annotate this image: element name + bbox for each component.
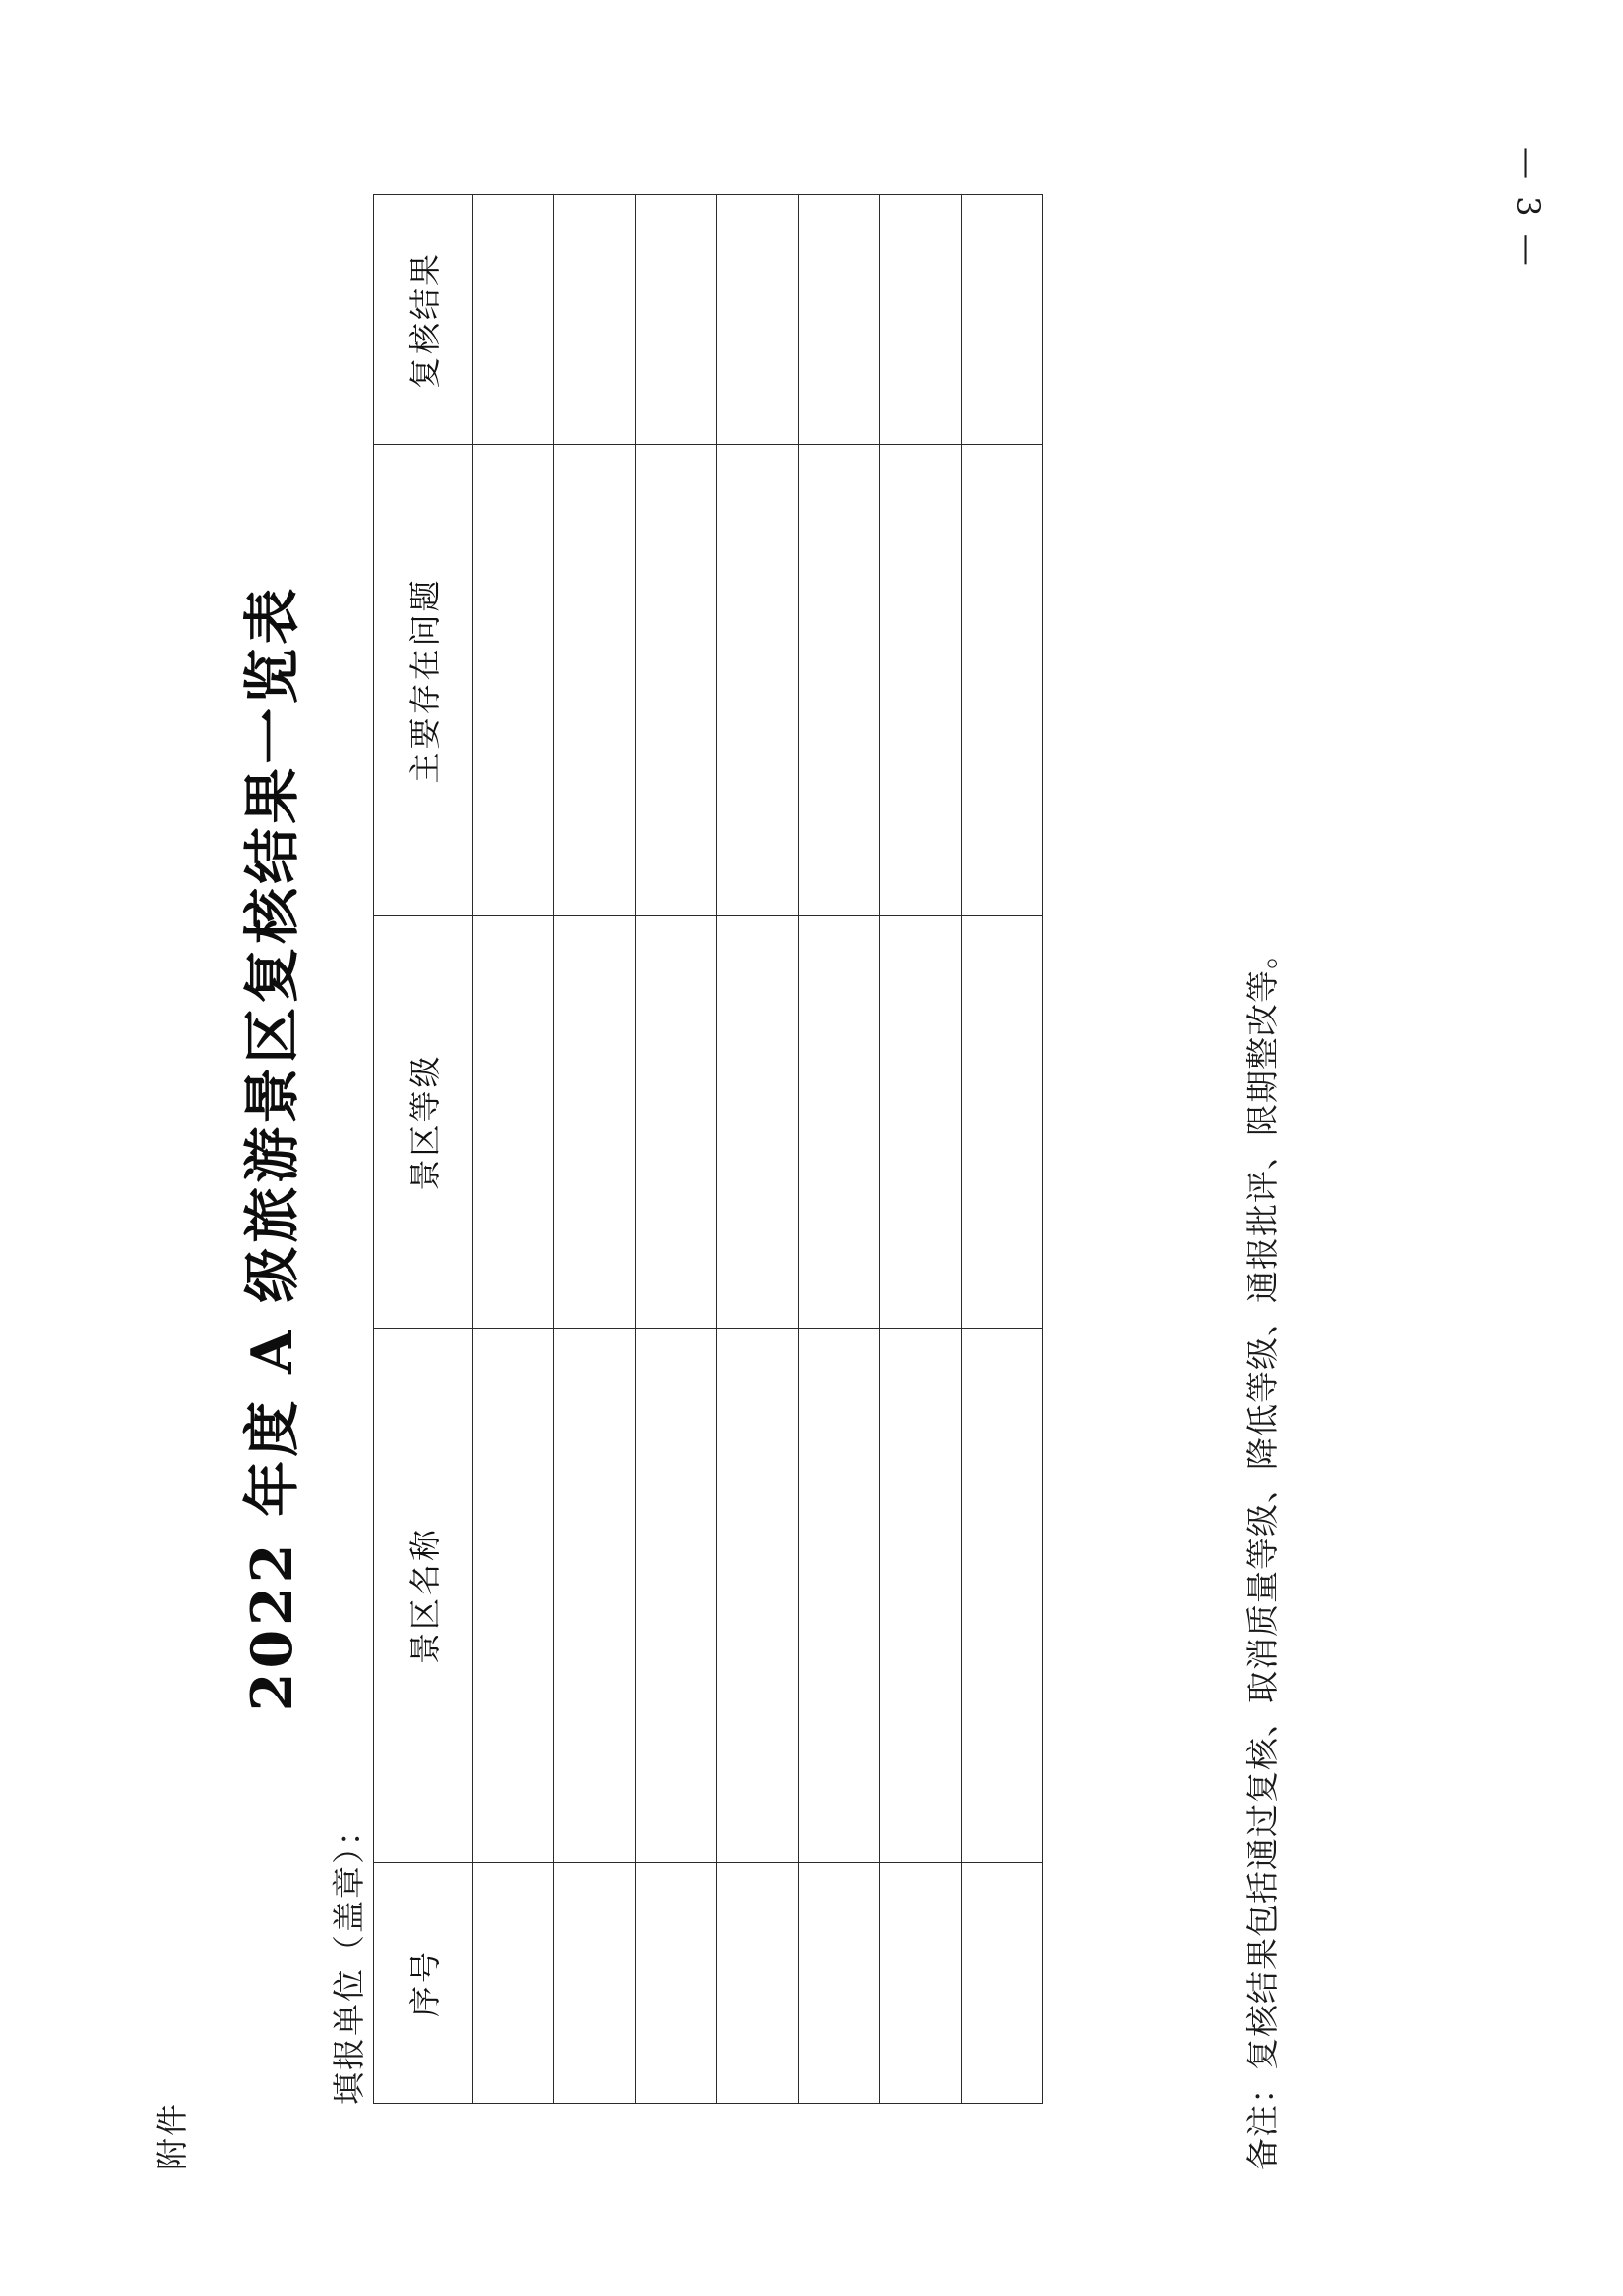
table-row bbox=[636, 195, 717, 2104]
cell-result bbox=[880, 195, 962, 445]
cell-result bbox=[636, 195, 717, 445]
cell-level bbox=[473, 916, 554, 1329]
column-header-no: 序号 bbox=[374, 1863, 473, 2104]
cell-no bbox=[799, 1863, 880, 2104]
table-row bbox=[717, 195, 799, 2104]
cell-no bbox=[636, 1863, 717, 2104]
page-number: — 3 — bbox=[1509, 147, 1546, 270]
cell-result bbox=[717, 195, 799, 445]
cell-name bbox=[717, 1329, 799, 1863]
cell-name bbox=[880, 1329, 962, 1863]
cell-issue bbox=[717, 445, 799, 916]
cell-name bbox=[799, 1329, 880, 1863]
cell-issue bbox=[799, 445, 880, 916]
cell-level bbox=[880, 916, 962, 1329]
cell-level bbox=[554, 916, 636, 1329]
cell-result bbox=[473, 195, 554, 445]
cell-level bbox=[962, 916, 1043, 1329]
cell-no bbox=[473, 1863, 554, 2104]
cell-issue bbox=[880, 445, 962, 916]
table-row bbox=[880, 195, 962, 2104]
cell-issue bbox=[473, 445, 554, 916]
column-header-result: 复核结果 bbox=[374, 195, 473, 445]
cell-issue bbox=[636, 445, 717, 916]
cell-level bbox=[799, 916, 880, 1329]
table-header-row bbox=[374, 195, 473, 2104]
cell-name bbox=[554, 1329, 636, 1863]
cell-no bbox=[554, 1863, 636, 2104]
cell-result bbox=[799, 195, 880, 445]
column-header-issue: 主要存在问题 bbox=[374, 445, 473, 916]
cell-name bbox=[636, 1329, 717, 1863]
attachment-label: 附件 bbox=[153, 2102, 191, 2170]
review-results-table bbox=[373, 194, 1043, 2104]
table-row bbox=[799, 195, 880, 2104]
page-title: 2022 年度 A 级旅游景区复核结果一览表 bbox=[239, 584, 305, 1712]
cell-issue bbox=[554, 445, 636, 916]
cell-result bbox=[554, 195, 636, 445]
cell-result bbox=[962, 195, 1043, 445]
fill-unit-label: 填报单位（盖章）： bbox=[330, 1811, 368, 2105]
cell-no bbox=[717, 1863, 799, 2104]
cell-issue bbox=[962, 445, 1043, 916]
column-header-name: 景区名称 bbox=[374, 1329, 473, 1863]
table-row bbox=[554, 195, 636, 2104]
column-header-level: 景区等级 bbox=[374, 916, 473, 1329]
cell-no bbox=[962, 1863, 1043, 2104]
cell-level bbox=[636, 916, 717, 1329]
cell-name bbox=[473, 1329, 554, 1863]
table-row bbox=[473, 195, 554, 2104]
remark-note: 备注：复核结果包括通过复核、取消质量等级、降低等级、通报批评、限期整改等。 bbox=[1243, 936, 1282, 2170]
cell-level bbox=[717, 916, 799, 1329]
table-row bbox=[962, 195, 1043, 2104]
cell-name bbox=[962, 1329, 1043, 1863]
cell-no bbox=[880, 1863, 962, 2104]
